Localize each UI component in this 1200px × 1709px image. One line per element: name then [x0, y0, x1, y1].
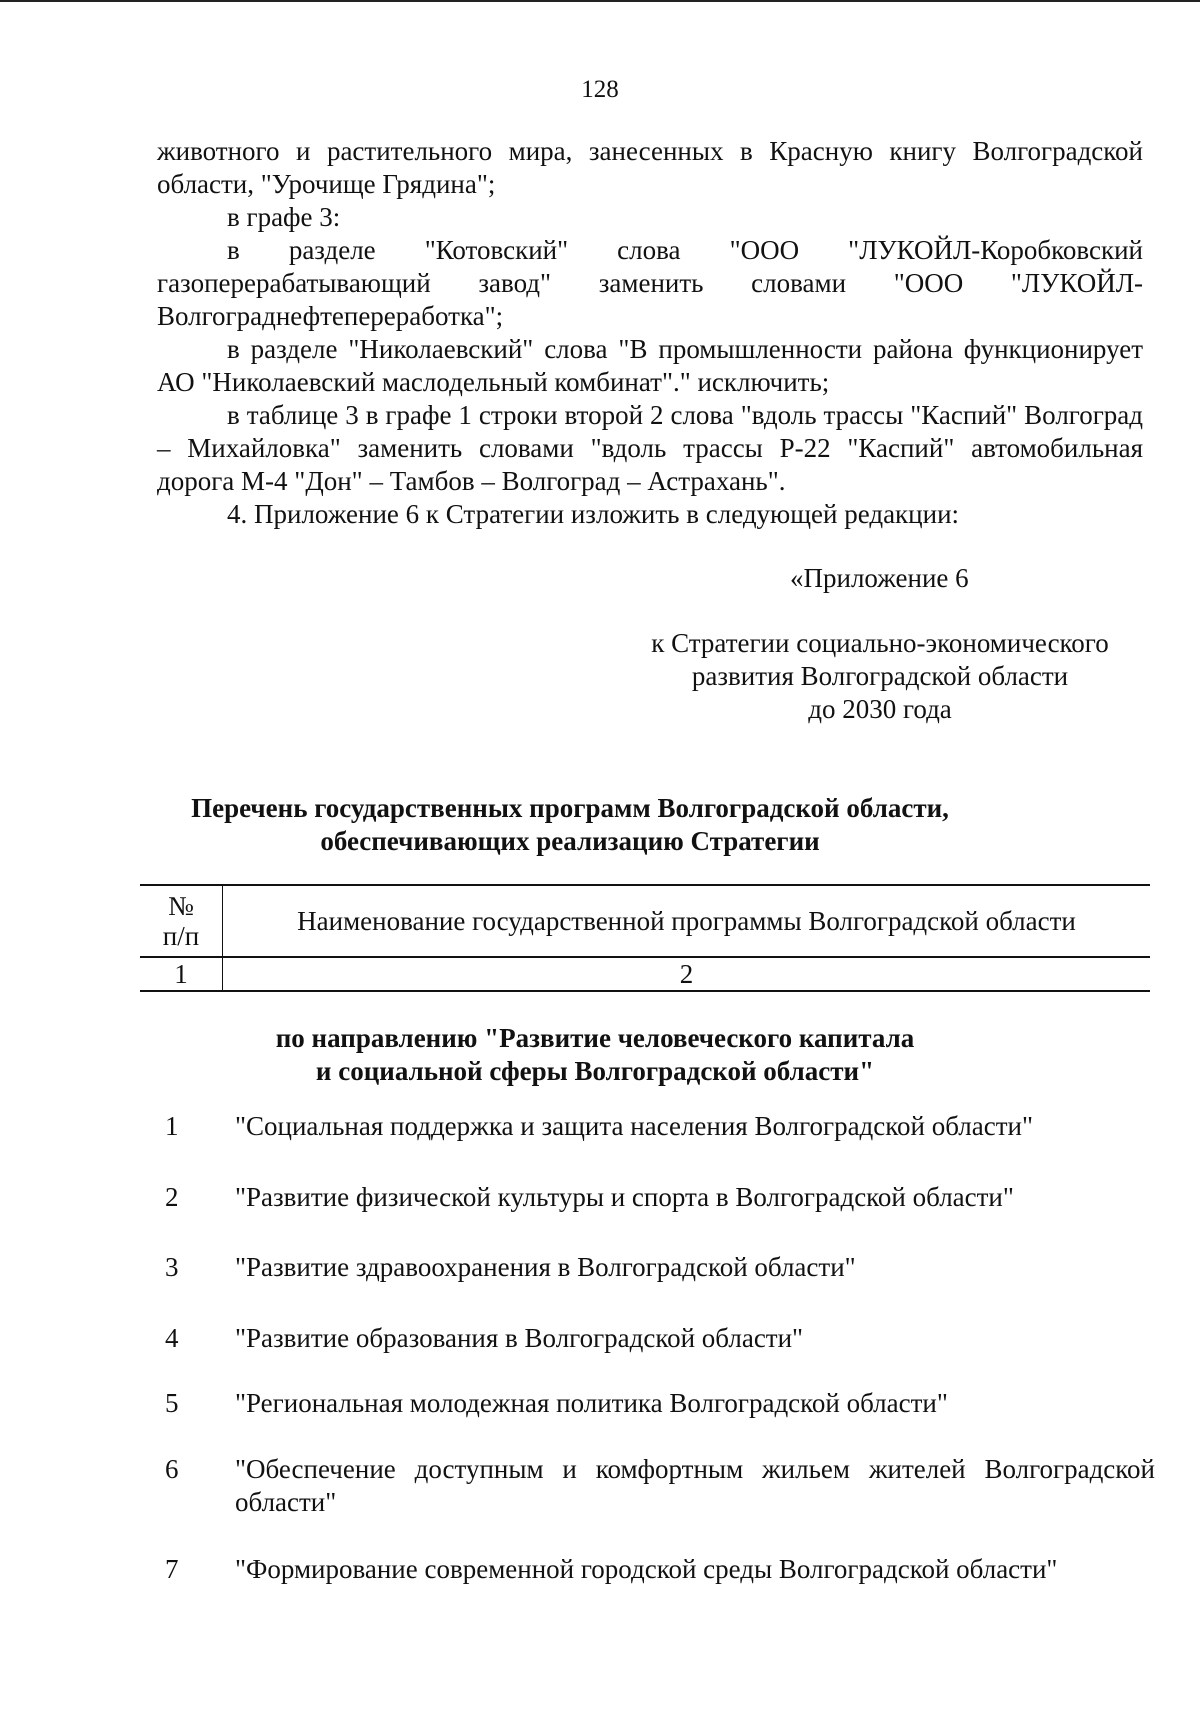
list-item-number: 4 [165, 1323, 179, 1353]
appendix-line-1: к Стратегии социально-экономического [651, 628, 1109, 658]
header-num-label: п/п [162, 921, 200, 951]
list-item-name: "Развитие физической культуры и спорта в Волгоградской области" [235, 1182, 1014, 1212]
list-item-number: 3 [165, 1252, 179, 1282]
header-name-cell: Наименование государственной программы Волгоградской области [297, 906, 1076, 936]
paragraph-1: животного и растительного мира, занесенных в Красную книгу Волгоградской области, "Урочище Грядина"; [157, 136, 1143, 199]
column-number-2: 2 [223, 957, 1151, 991]
list-item-number: 6 [165, 1454, 179, 1484]
paragraph-3: в разделе "Котовский" слова "ООО "ЛУКОЙЛ-Коробковский газоперерабатывающий завод" заменить словами "ООО "ЛУКОЙЛ-Волгограднефтепереработка"; [157, 235, 1143, 331]
page-number: 128 [581, 76, 619, 103]
list-heading-line-2: обеспечивающих реализацию Стратегии [320, 826, 820, 856]
table-column-numbers-row [140, 957, 1150, 991]
appendix-line-3: до 2030 года [808, 694, 952, 724]
list-item-name: "Обеспечение доступным и комфортным жильем жителей Волгоградской области" [235, 1454, 1155, 1517]
column-number-1: 1 [140, 957, 223, 991]
list-item-number: 1 [165, 1111, 179, 1141]
section-heading [45, 1022, 1145, 1088]
list-heading [45, 792, 1095, 858]
table-header-row [140, 885, 1150, 957]
list-item-number: 7 [165, 1554, 179, 1584]
section-heading-line-2: и социальной сферы Волгоградской области" [315, 1056, 875, 1086]
list-item-number: 2 [165, 1182, 179, 1212]
paragraph-5: в таблице 3 в графе 1 строки второй 2 слова "вдоль трассы "Каспий" Волгоград – Михайловка" заменить словами "вдоль трассы Р-22 "Каспий" автомобильная дорога М-4 "Дон" – Тамбов – Волгоград – Астрахань". [157, 400, 1143, 496]
appendix-line-2: развития Волгоградской области [691, 661, 1069, 691]
section-heading-line-1: по направлению "Развитие человеческого капитала [275, 1023, 915, 1053]
list-item-number: 5 [165, 1388, 179, 1418]
header-num-symbol: № [168, 891, 194, 921]
paragraph-4: в разделе "Николаевский" слова "В промышленности района функционирует АО "Николаевский маслодельный комбинат"." исключить; [157, 334, 1143, 397]
paragraph-6: 4. Приложение 6 к Стратегии изложить в следующей редакции: [227, 499, 960, 529]
list-item-name: "Региональная молодежная политика Волгоградской области" [235, 1388, 948, 1418]
appendix-subtitle [600, 627, 1160, 726]
list-item-name: "Формирование современной городской среды Волгоградской области" [235, 1554, 1058, 1584]
amendment-text [157, 135, 1143, 531]
list-heading-line-1: Перечень государственных программ Волгоградской области, [191, 793, 949, 823]
list-item-name: "Социальная поддержка и защита населения Волгоградской области" [235, 1111, 1034, 1141]
programs-table-header [140, 884, 1150, 992]
paragraph-2: в графе 3: [227, 202, 341, 232]
header-num-cell [140, 885, 223, 957]
list-item-name: "Развитие здравоохранения в Волгоградской области" [235, 1252, 856, 1282]
list-item-name: "Развитие образования в Волгоградской области" [235, 1323, 804, 1353]
appendix-title: «Приложение 6 [790, 563, 969, 593]
